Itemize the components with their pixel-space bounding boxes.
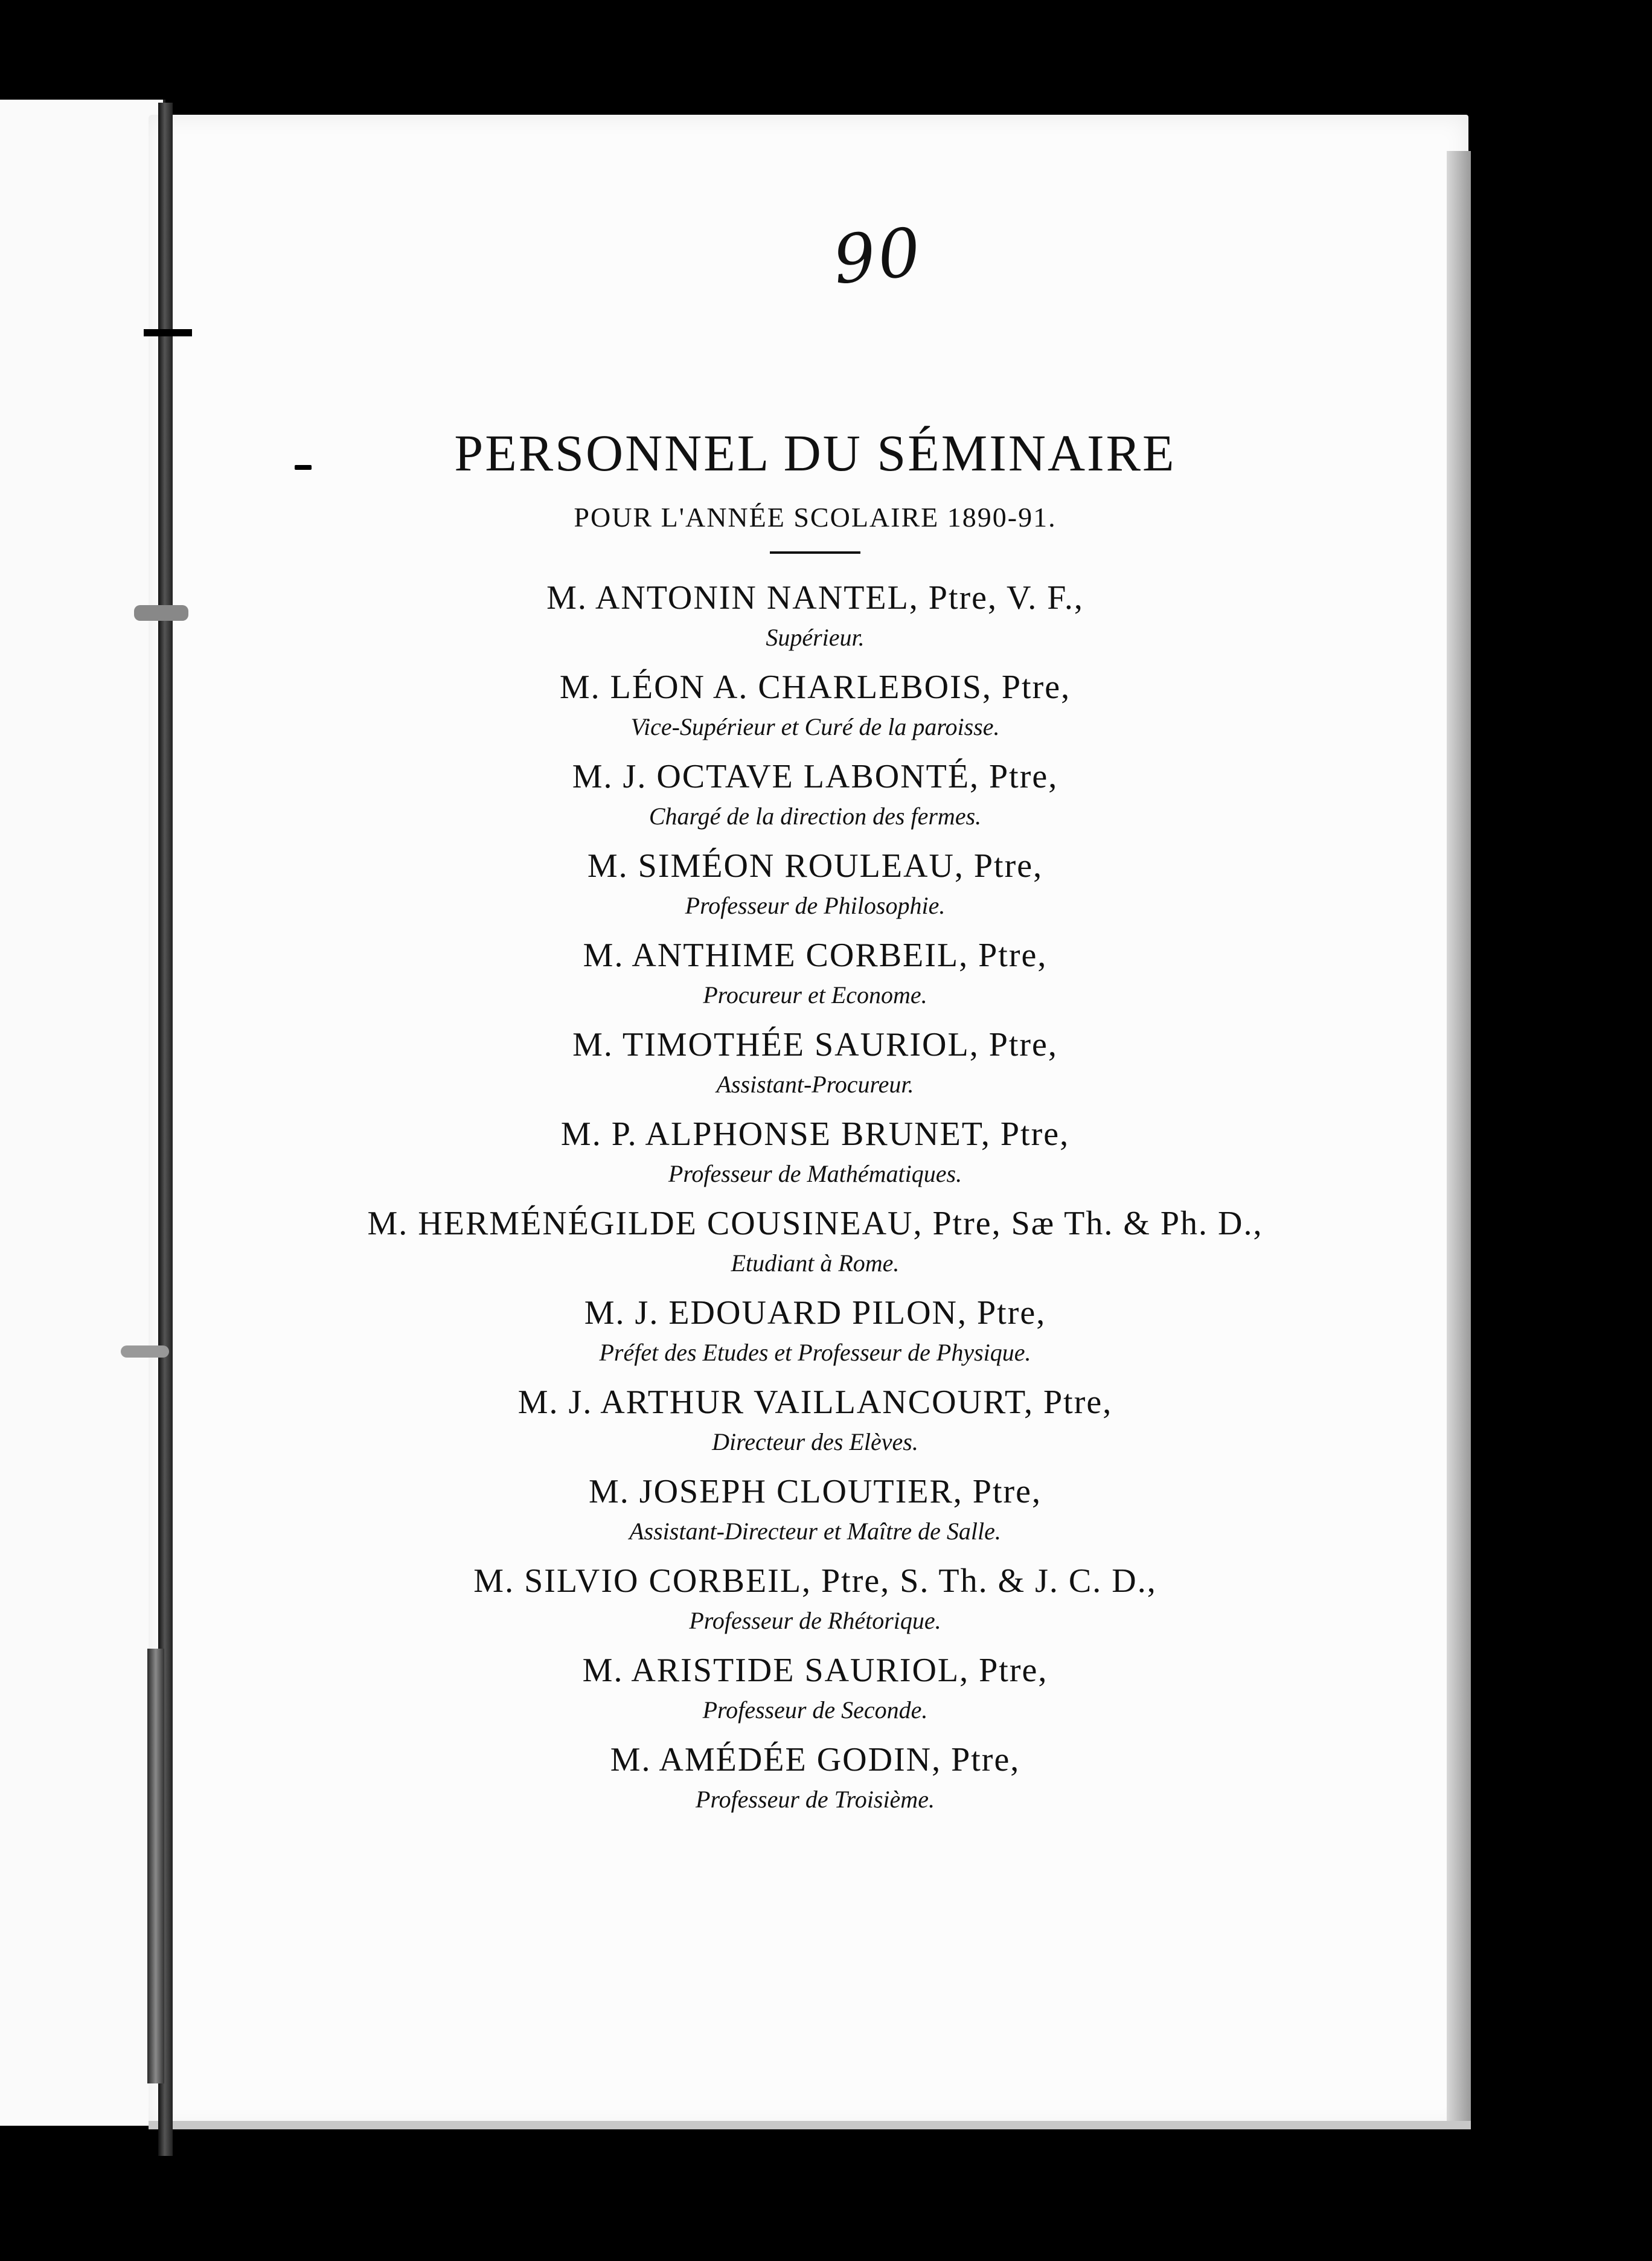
staff-entry [181,1648,1449,1737]
binding-band [147,1649,164,2083]
staff-name: M. J. EDOUARD PILON, Ptre, [584,1294,1046,1332]
staff-role: Professeur de Troisième. [696,1786,935,1813]
staff-name: M. HERMÉNÉGILDE COUSINEAU, Ptre, Sæ Th. & Ph. D., [367,1205,1263,1242]
staff-role: Chargé de la direction des fermes. [648,803,982,830]
staff-name: M. ARISTIDE SAURIOL, Ptre, [582,1652,1048,1689]
dust-speck [828,91,840,115]
staff-role: Directeur des Elèves. [712,1428,918,1455]
staff-entry [181,1022,1449,1112]
staff-name: M. J. ARTHUR VAILLANCOURT, Ptre, [517,1384,1113,1421]
staff-name: M. JOSEPH CLOUTIER, Ptre, [588,1473,1042,1510]
binding-tie [144,329,192,336]
staff-entry [181,665,1449,754]
staff-name: M. SILVIO CORBEIL, Ptre, S. Th. & J. C. D., [473,1562,1157,1600]
staff-name: M. ANTHIME CORBEIL, Ptre, [583,937,1048,974]
staff-entry [181,1737,1449,1827]
staff-entry [181,844,1449,933]
staff-role: Procureur et Econome. [703,981,927,1009]
staff-entry [181,1380,1449,1469]
page-subtitle: POUR L'ANNÉE SCOLAIRE 1890-91. [574,502,1057,533]
staff-entry [181,1291,1449,1380]
title-rule [770,551,860,554]
staff-name: M. P. ALPHONSE BRUNET, Ptre, [560,1115,1070,1153]
staff-entry [181,1469,1449,1559]
staff-entry [181,1201,1449,1291]
staff-name: M. J. OCTAVE LABONTÉ, Ptre, [572,758,1058,795]
previous-page-edge [0,100,165,2126]
staff-entry [181,933,1449,1022]
staff-entry [181,1559,1449,1648]
staff-name: M. LÉON A. CHARLEBOIS, Ptre, [559,669,1071,706]
page-edge-shadow [1447,151,1471,2126]
staff-role: Supérieur. [766,624,865,651]
staff-role: Professeur de Philosophie. [685,892,946,919]
page-content [181,423,1449,1827]
staff-role: Vice-Supérieur et Curé de la paroisse. [630,713,1000,740]
staff-name: M. SIMÉON ROULEAU, Ptre, [587,847,1043,885]
staff-name: M. TIMOTHÉE SAURIOL, Ptre, [572,1026,1058,1063]
page-title: PERSONNEL DU SÉMINAIRE [454,424,1176,482]
handwritten-page-number: 90 [829,213,927,300]
staff-entry [181,1112,1449,1201]
binding-tie [121,1345,169,1358]
staff-entry [181,576,1449,665]
binding-tie [134,605,188,621]
staff-role: Professeur de Mathématiques. [668,1160,962,1187]
staff-entry [181,754,1449,844]
staff-role: Préfet des Etudes et Professeur de Physique. [599,1339,1031,1366]
staff-name: M. ANTONIN NANTEL, Ptre, V. F., [546,579,1084,617]
page-bottom-edge [149,2121,1471,2129]
staff-role: Professeur de Seconde. [702,1696,928,1724]
staff-role: Assistant-Procureur. [716,1071,914,1098]
staff-name: M. AMÉDÉE GODIN, Ptre, [610,1741,1020,1778]
staff-role: Professeur de Rhétorique. [689,1607,941,1634]
staff-role: Assistant-Directeur et Maître de Salle. [629,1518,1001,1545]
dust-speck [749,0,767,11]
staff-role: Etudiant à Rome. [731,1249,900,1277]
